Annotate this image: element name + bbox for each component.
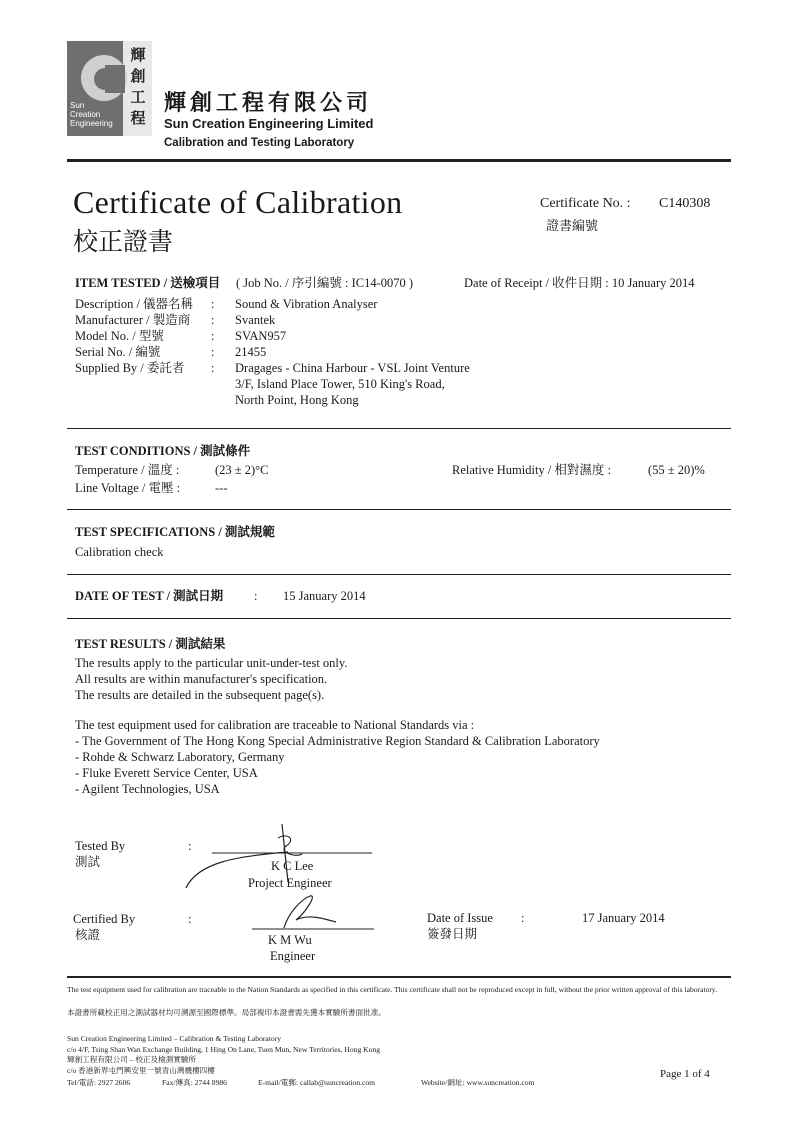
footer-note-en: The test equipment used for calibration are traceable to the Nation Standards as specified in this certificate. This certificate shall not be reproduced except in full, without the prior written approval of this laboratory. (67, 985, 718, 994)
manufacturer-colon: : (211, 313, 215, 327)
certificate-no-value: C140308 (659, 196, 711, 211)
description-label: Description / 儀器名稱 (75, 297, 194, 311)
footer-address-1: Sun Creation Engineering Limited – Calibration & Testing Laboratory (67, 1034, 282, 1043)
result-line-2: All results are within manufacturer's specification. (75, 672, 328, 686)
description-colon: : (211, 297, 215, 311)
certified-by-name: K M Wu (268, 933, 312, 947)
date-of-test-heading: DATE OF TEST / 測試日期 (75, 589, 224, 603)
item-rows (75, 296, 635, 408)
logo-text-1: Sun (70, 101, 85, 110)
header-rule (67, 159, 731, 162)
certificate-no-label: Certificate No. : (540, 196, 631, 211)
divider-3 (67, 574, 731, 575)
traceable-item-4: - Agilent Technologies, USA (75, 782, 220, 796)
line-voltage-label: Line Voltage / 電壓 : (75, 481, 181, 495)
tested-by-label-cn: 測試 (75, 855, 101, 869)
tested-by-label: Tested By (75, 839, 126, 853)
date-of-issue-colon: : (521, 911, 525, 925)
certified-by-signature (248, 888, 378, 933)
tested-by-name: K C Lee (271, 859, 314, 873)
item-row-model (75, 328, 635, 344)
company-logo (67, 41, 152, 136)
certificate-title: Certificate of Calibration (73, 184, 403, 220)
logo-char-3: 工 (130, 89, 146, 106)
job-no: ( Job No. / 序引編號 : IC14-0070 ) (236, 276, 414, 290)
footer-email: E-mail/電郵: callab@suncreation.com (258, 1078, 376, 1087)
item-row-supplied-by (75, 360, 635, 376)
result-line-3: The results are detailed in the subsequent page(s). (75, 688, 325, 702)
certificate-title-cn: 校正證書 (73, 229, 174, 256)
supplied-by-colon: : (211, 361, 215, 375)
logo-char-1: 輝 (130, 47, 146, 64)
certified-by-label-cn: 核證 (75, 928, 101, 942)
divider-1 (67, 428, 731, 429)
footer-tel: Tel/電話: 2927 2606 (67, 1078, 131, 1087)
footer-address-4: c/o 香港新界屯門興安里一號青山灣機樓四樓 (67, 1065, 215, 1075)
footer-note-cn: 本證書所載校正用之測試器材均可溯源至國際標準。局部複印本證書需先獲本實驗所書面批准。 (67, 1008, 386, 1017)
certified-by-title: Engineer (270, 949, 316, 963)
date-of-receipt: Date of Receipt / 收件日期 : 10 January 2014 (464, 276, 695, 290)
address-line-2: North Point, Hong Kong (235, 393, 359, 407)
divider-2 (67, 509, 731, 510)
footer-address-3: 輝創工程有限公司 – 校正及檢測實驗所 (67, 1055, 197, 1064)
date-of-issue-label: Date of Issue (427, 911, 493, 925)
traceable-item-1: - The Government of The Hong Kong Special Administrative Region Standard & Calibration Laboratory (75, 734, 600, 748)
certificate-no-label-cn: 證書編號 (546, 218, 599, 233)
date-of-issue-value: 17 January 2014 (582, 911, 665, 925)
tested-by-title: Project Engineer (248, 876, 332, 890)
footer-fax: Fax/傳真: 2744 8986 (162, 1078, 227, 1087)
footer-address (67, 1034, 380, 1076)
manufacturer-label: Manufacturer / 製造商 (75, 313, 191, 327)
address-line-2-row (75, 392, 635, 408)
model-label: Model No. / 型號 (75, 329, 164, 343)
certified-by-label: Certified By (73, 912, 136, 926)
logo-text-2: Creation (70, 110, 101, 119)
address-line-1: 3/F, Island Place Tower, 510 King's Road, (235, 377, 445, 391)
company-name-cn: 輝創工程有限公司 (164, 90, 373, 115)
date-of-issue-label-cn: 簽發日期 (427, 927, 478, 941)
test-results-heading: TEST RESULTS / 測試結果 (75, 637, 226, 651)
manufacturer-value: Svantek (235, 313, 276, 327)
test-conditions-heading: TEST CONDITIONS / 測試條件 (75, 444, 251, 458)
supplied-by-label: Supplied By / 委託者 (75, 361, 185, 375)
humidity-value: (55 ± 20)% (648, 463, 705, 477)
supplied-by-value: Dragages - China Harbour - VSL Joint Venture (235, 361, 470, 375)
traceable-list (75, 733, 600, 797)
item-row-serial (75, 344, 635, 360)
serial-label: Serial No. / 編號 (75, 345, 161, 359)
model-colon: : (211, 329, 215, 343)
address-line-1-row (75, 376, 635, 392)
line-voltage-value: --- (215, 481, 228, 495)
date-of-test-colon: : (254, 589, 258, 603)
date-of-test-value: 15 January 2014 (283, 589, 366, 603)
logo-char-4: 程 (130, 110, 146, 127)
item-tested-heading: ITEM TESTED / 送檢項目 (75, 276, 221, 290)
traceable-item-2: - Rohde & Schwarz Laboratory, Germany (75, 750, 285, 764)
result-line-1: The results apply to the particular unit-under-test only. (75, 656, 348, 670)
company-name-en: Sun Creation Engineering Limited (164, 116, 374, 131)
lab-name: Calibration and Testing Laboratory (164, 137, 355, 149)
divider-4 (67, 618, 731, 619)
test-results-lines (75, 655, 347, 703)
traceable-intro: The test equipment used for calibration are traceable to National Standards via : (75, 718, 475, 732)
temperature-label: Temperature / 溫度 : (75, 463, 180, 477)
item-row-description (75, 296, 635, 312)
logo-text-3: Engineering (70, 119, 113, 128)
page-number: Page 1 of 4 (660, 1068, 710, 1080)
test-specifications-value: Calibration check (75, 545, 164, 559)
description-value: Sound & Vibration Analyser (235, 297, 378, 311)
test-specifications-heading: TEST SPECIFICATIONS / 測試規範 (75, 525, 275, 539)
footer-address-2: c/o 4/F, Tsing Shan Wan Exchange Building, 1 Hing On Lane, Tuen Mun, New Territories, Hong Kong (67, 1044, 381, 1054)
footer-rule (67, 976, 731, 978)
serial-value: 21455 (235, 345, 267, 359)
traceable-item-3: - Fluke Everett Service Center, USA (75, 766, 258, 780)
temperature-value: (23 ± 2)°C (215, 463, 269, 477)
logo-char-2: 創 (130, 68, 146, 85)
serial-colon: : (211, 345, 215, 359)
humidity-label: Relative Humidity / 相對濕度 : (452, 463, 612, 477)
tested-by-colon: : (188, 839, 192, 853)
certified-by-colon: : (188, 912, 192, 926)
footer-website: Website/網址: www.suncreation.com (421, 1078, 535, 1087)
model-value: SVAN957 (235, 329, 287, 343)
item-row-manufacturer (75, 312, 635, 328)
